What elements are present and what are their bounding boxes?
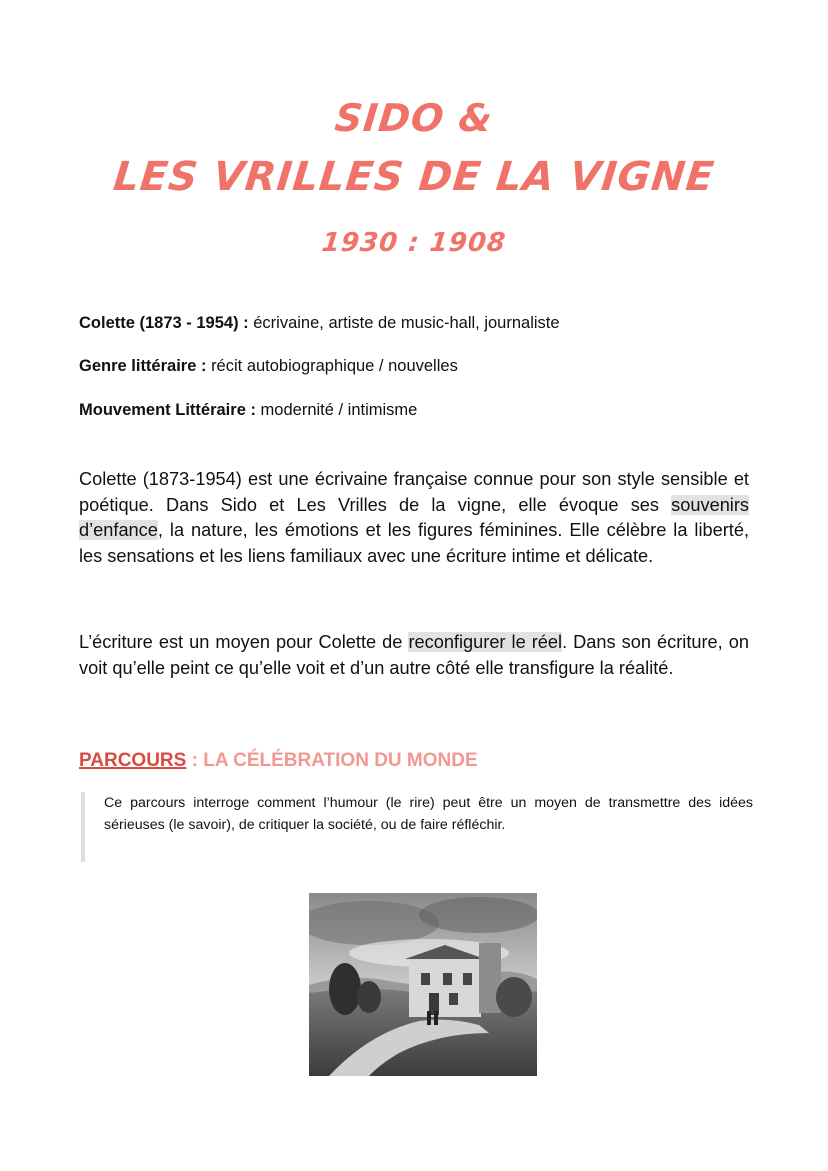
meta-genre: [79, 357, 458, 376]
parcours-keyword: PARCOURS: [79, 750, 187, 771]
writing-highlight: reconfigurer le réel: [408, 632, 563, 652]
painting-illustration: [309, 893, 537, 1076]
parcours-title: : LA CÉLÉBRATION DU MONDE: [186, 750, 478, 771]
meta-genre-label: Genre littéraire :: [79, 357, 207, 375]
parcours-quote: [81, 792, 753, 862]
writing-text-start: L’écriture est un moyen pour Colette de: [79, 632, 409, 652]
title-line-1: SIDO &: [332, 96, 496, 140]
writing-paragraph: [79, 630, 749, 681]
parcours-heading: [79, 750, 478, 772]
meta-author: [79, 314, 560, 333]
intro-text-start: Colette (1873-1954) est une écrivaine française connue pour son style sensible et poétique. Dans Sido et Les Vrilles de la vigne, elle évoque ses: [79, 469, 749, 515]
painting-image: [309, 893, 537, 1076]
intro-text-end: , la nature, les émotions et les figures féminines. Elle célèbre la liberté, les sensations et les liens familiaux avec une écriture intime et délicate.: [79, 520, 749, 566]
meta-movement-label: Mouvement Littéraire :: [79, 401, 256, 419]
intro-paragraph: [79, 467, 749, 569]
title-dates: 1930 : 1908: [320, 228, 508, 258]
meta-movement: [79, 401, 417, 420]
parcours-quote-text: Ce parcours interroge comment l’humour (le rire) peut être un moyen de transmettre des idées sérieuses (le savoir), de critiquer la société, ou de faire réfléchir.: [104, 795, 753, 833]
meta-author-value: écrivaine, artiste de music-hall, journaliste: [253, 314, 560, 332]
meta-genre-value: récit autobiographique / nouvelles: [211, 357, 458, 375]
meta-movement-value: modernité / intimisme: [260, 401, 418, 419]
intro-highlight: souvenirs d’enfance: [79, 494, 749, 540]
title-line-2: LES VRILLES DE LA VIGNE: [111, 154, 717, 200]
writing-text-end: . Dans son écriture, on voit qu’elle peint ce qu’elle voit et d’un autre côté elle transfigure la réalité.: [79, 632, 749, 678]
meta-author-label: Colette (1873 - 1954) :: [79, 314, 249, 332]
